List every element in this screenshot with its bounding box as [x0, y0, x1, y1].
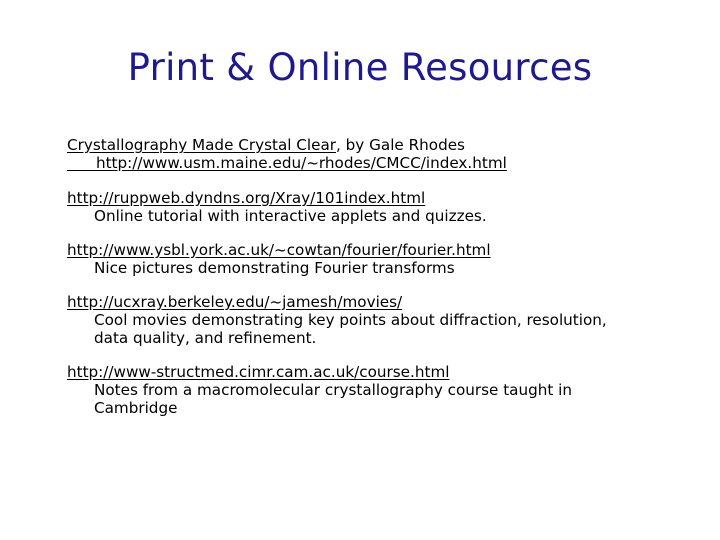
course-description-line1: Notes from a macromolecular crystallography course taught in [94, 381, 573, 399]
book-url-link[interactable]: http://www.usm.maine.edu/~rhodes/CMCC/index.html [95, 154, 507, 172]
movies-description-line2: data quality, and refinement. [94, 329, 317, 347]
resource-entry-movies [67, 293, 697, 347]
resource-entry-fourier [67, 241, 697, 277]
fourier-description: Nice pictures demonstrating Fourier transforms [94, 259, 455, 277]
movies-description-line1: Cool movies demonstrating key points about diffraction, resolution, [94, 311, 607, 329]
book-url-line [67, 154, 697, 172]
resource-entry-course [67, 363, 697, 417]
ruppweb-url-link[interactable]: http://ruppweb.dyndns.org/Xray/101index.html [67, 189, 426, 207]
fourier-url-link[interactable]: http://www.ysbl.york.ac.uk/~cowtan/fourier/fourier.html [67, 241, 491, 259]
url-indent-underline [67, 154, 96, 172]
course-url-link[interactable]: http://www-structmed.cimr.cam.ac.uk/course.html [67, 363, 450, 381]
movies-url-link[interactable]: http://ucxray.berkeley.edu/~jamesh/movies/ [67, 293, 403, 311]
course-description-line2: Cambridge [94, 399, 178, 417]
resource-entry-book [67, 136, 697, 172]
resource-list [67, 136, 697, 433]
ruppweb-description: Online tutorial with interactive applets and quizzes. [94, 207, 487, 225]
book-title: Crystallography Made Crystal Clear [67, 136, 337, 154]
book-author: , by Gale Rhodes [336, 136, 465, 154]
page-title: Print & Online Resources [127, 46, 593, 89]
resource-entry-ruppweb [67, 189, 697, 225]
book-line [67, 136, 697, 154]
